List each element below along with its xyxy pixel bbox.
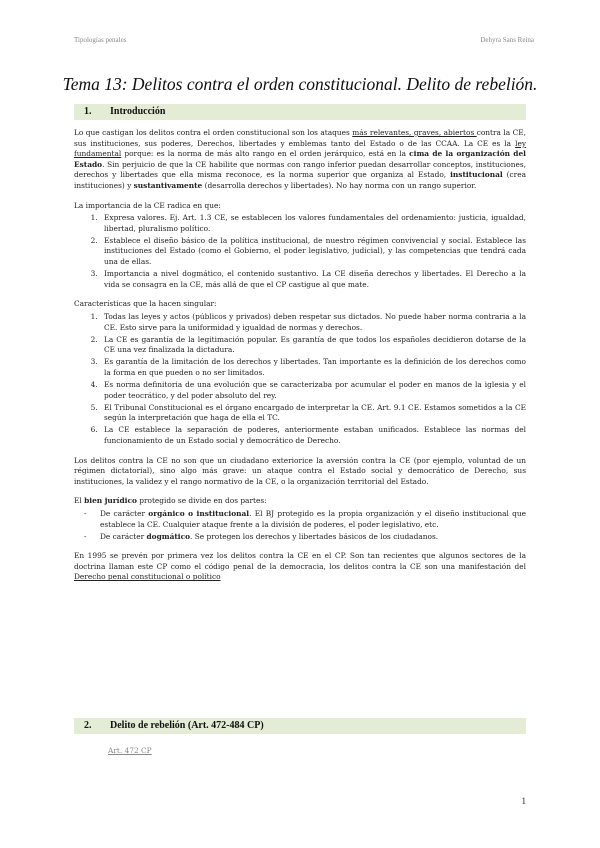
history-paragraph: En 1995 se prevén por primera vez los delitos contra la CE en el CP. Son tan recientes que algunos sectores de la doctrina llaman este CP como el código penal de la democracia, los delitos contra la CE son una manifestación del Derecho penal constitucional o político xyxy=(74,551,526,582)
page-number: 1 xyxy=(521,796,526,806)
list-item: 4. Es norma definitoria de una evolución que se caracterizaba por acumular el poder en manos de la iglesia y el poder teocrático, y del poder absoluto del rey. xyxy=(100,380,526,401)
header-right: Dehyra Sans Reina xyxy=(480,36,534,44)
list-item: - De carácter orgánico o institucional. El BJ protegido es la propia organización y el diseño institucional que establece la CE. Cualquier ataque frente a la división de poderes, el poder legislativo, etc. xyxy=(100,509,526,530)
features-lead: Características que la hacen singular: xyxy=(74,299,217,309)
legal-good-list xyxy=(74,509,526,542)
features-list xyxy=(74,312,526,447)
section-label: Delito de rebelión (Art. 472-484 CP) xyxy=(110,720,264,731)
list-item: 6. La CE establece la separación de poderes, anteriormente estaban unificados. Establece las normas del funcionamiento de un Estado social y democrático de Derecho. xyxy=(100,425,526,446)
document-body xyxy=(74,128,526,592)
section-number: 1. xyxy=(84,106,92,117)
section-number: 2. xyxy=(84,720,92,731)
list-item: 1. Expresa valores. Ej. Art. 1.3 CE, se establecen los valores fundamentales del ordenamiento: justicia, igualdad, libertad, pluralismo político. xyxy=(100,213,526,234)
importance-list xyxy=(74,213,526,290)
section-label: Introducción xyxy=(110,106,166,117)
section-heading-rebelion xyxy=(74,718,526,734)
list-item: 3. Importancia a nivel dogmático, el contenido sustantivo. La CE diseña derechos y libertades. El Derecho a la vida se consagra en la CE, más allá de que el CP castigue al que mate. xyxy=(100,269,526,290)
importance-lead: La importancia de la CE radica en que: xyxy=(74,200,221,210)
list-item: 1. Todas las leyes y actos (públicos y privados) deben respetar sus dictados. No puede haber norma contraria a la CE. Esto sirve para la uniformidad y igualdad de normas y derechos. xyxy=(100,312,526,333)
list-item: 5. El Tribunal Constitucional es el órgano encargado de interpretar la CE. Art. 9.1 CE. Estamos sometidos a la CE según la interpretación que haga de ella el TC. xyxy=(100,403,526,424)
section-heading-introduccion xyxy=(74,104,526,120)
header-left: Tipologías penales xyxy=(74,36,127,44)
intro-paragraph: Lo que castigan los delitos contra el orden constitucional son los ataques más relevantes, graves, abiertos contra la CE, sus instituciones, sus poderes, Derechos, libertades y emblemas tanto del Estado o de las CCAA. La CE es la ley fundamental porque: es la norma de más alto rango en el orden jerárquico, está en la cima de la organización del Estado. Sin perjuicio de que la CE habilite que normas con rango inferior puedan desarrollar conceptos, instituciones, derechos y libertades que ella misma reconoce, es la norma superior que organiza al Estado, institucional (crea instituciones) y sustantivamente (desarrolla derechos y libertades). No hay norma con un rango superior. xyxy=(74,128,526,190)
list-item: - De carácter dogmático. Se protegen los derechos y libertades básicos de los ciudadanos. xyxy=(100,532,526,543)
crimes-paragraph: Los delitos contra la CE no son que un ciudadano exteriorice la aversión contra la CE (por ejemplo, voluntad de un régimen dictatorial), sino algo más grave: un ataque contra el Estado social y democrático de Derecho, sus instituciones, la validez y el rango normativo de la CE, o la organización territorial del Estado. xyxy=(74,455,526,486)
page-title: Tema 13: Delitos contra el orden constitucional. Delito de rebelión. xyxy=(62,74,538,94)
article-link[interactable]: Art. 472 CP xyxy=(108,746,152,755)
list-item: 2. Establece el diseño básico de la política institucional, de nuestro régimen convivencial y social. Establece las instituciones del Estado (como el Gobierno, el poder legislativo, judicial), y las competencias que tendrá cada una de ellas. xyxy=(100,236,526,268)
list-item: 2. La CE es garantía de la legitimación popular. Es garantía de que todos los españoles decidieron dotarse de la CE una vez finalizada la dictadura. xyxy=(100,335,526,356)
legal-good-lead: El bien jurídico protegido se divide en dos partes: xyxy=(74,496,267,506)
list-item: 3. Es garantía de la limitación de los derechos y libertades. Tan importante es la definición de los derechos como la forma en que pueden o no ser limitados. xyxy=(100,357,526,378)
